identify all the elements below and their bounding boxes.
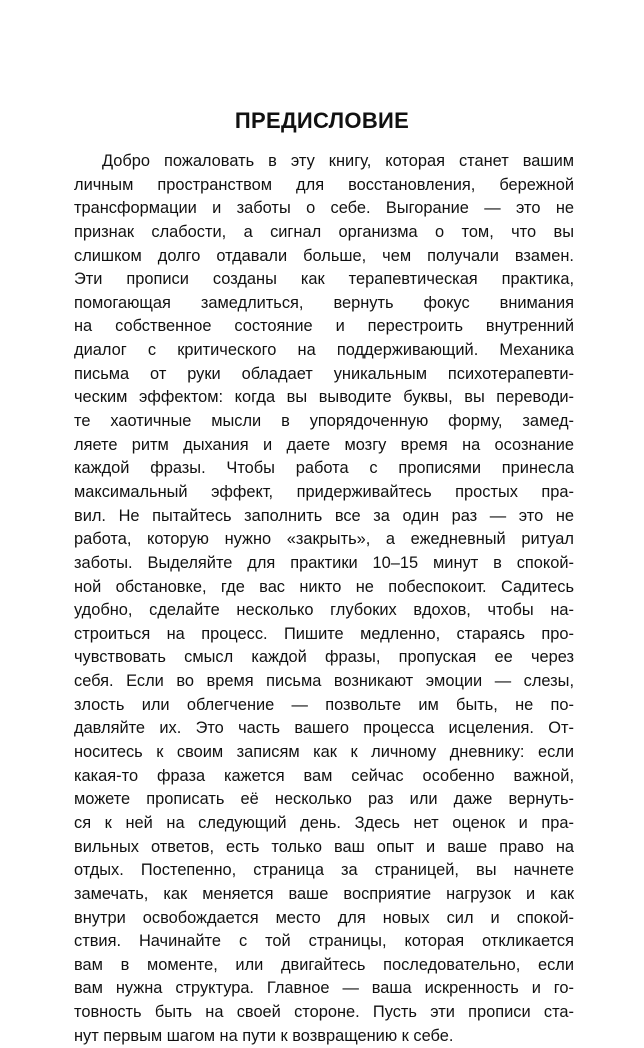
text-line: внутри освобождается место для новых сил и спокой- xyxy=(74,908,574,927)
text-line: ствия. Начинайте с той страницы, которая откликается xyxy=(74,932,574,951)
text-line: письма от руки обладает уникальным психотерапевти- xyxy=(74,364,574,383)
text-line: отдых. Постепенно, страница за страницей, вы начнете xyxy=(74,861,574,880)
text-line: на собственное состояние и перестроить внутренний xyxy=(74,317,574,336)
text-line: слишком долго отдавали больше, чем получали взамен. xyxy=(74,246,574,265)
text-line: ной обстановке, где вас никто не побеспокоит. Садитесь xyxy=(74,577,574,596)
text-line: Эти прописи созданы как терапевтическая практика, xyxy=(74,270,574,289)
text-line: каждой фразы. Чтобы работа с прописями принесла xyxy=(74,459,574,478)
text-line: вильных ответов, есть только ваш опыт и ваше право на xyxy=(74,837,574,856)
text-line: заботы. Выделяйте для практики 10–15 минут в спокой- xyxy=(74,553,574,572)
text-line: те хаотичные мысли в упорядоченную форму, замед- xyxy=(74,412,574,431)
text-line: помогающая замедлиться, вернуть фокус внимания xyxy=(74,293,574,312)
text-line: диалог с критического на поддерживающий. Механика xyxy=(74,341,574,360)
text-line: себя. Если во время письма возникают эмоции — слезы, xyxy=(74,672,574,691)
text-line: строиться на процесс. Пишите медленно, стараясь про- xyxy=(74,624,574,643)
text-line: максимальный эффект, придерживайтесь простых пра- xyxy=(74,482,574,501)
text-line: давляйте их. Это часть вашего процесса исцеления. От- xyxy=(74,719,574,738)
text-line: ческим эффектом: когда вы выводите буквы, вы переводи- xyxy=(74,388,574,407)
preface-text xyxy=(74,150,574,1048)
text-line: личным пространством для восстановления, бережной xyxy=(74,175,574,194)
text-line: вам нужна структура. Главное — ваша искренность и го- xyxy=(74,979,574,998)
text-line: замечать, как меняется ваше восприятие нагрузок и как xyxy=(74,884,574,903)
text-line: ся к ней на следующий день. Здесь нет оценок и пра- xyxy=(74,813,574,832)
text-line: злость или облегчение — позвольте им быть, не по- xyxy=(74,695,574,714)
text-line: вил. Не пытайтесь заполнить все за один раз — это не xyxy=(74,506,574,525)
text-line: признак слабости, а сигнал организма о том, что вы xyxy=(74,222,574,241)
text-line: Добро пожаловать в эту книгу, которая станет вашим xyxy=(102,152,574,170)
text-line: чувствовать смысл каждой фразы, пропуская ее через xyxy=(74,648,574,667)
text-line: вам в моменте, или двигайтесь последовательно, если xyxy=(74,955,574,974)
text-line: удобно, сделайте несколько глубоких вдохов, чтобы на- xyxy=(74,601,574,620)
text-line: нут первым шагом на пути к возвращению к себе. xyxy=(74,1026,454,1045)
text-line: товность быть на своей стороне. Пусть эти прописи ста- xyxy=(74,1003,574,1022)
text-line: работа, которую нужно «закрыть», а ежедневный ритуал xyxy=(74,530,574,549)
text-line: ляете ритм дыхания и даете мозгу время на осознание xyxy=(74,435,574,454)
text-line: носитесь к своим записям как к личному дневнику: если xyxy=(74,743,574,762)
page-title: ПРЕДИСЛОВИЕ xyxy=(234,108,410,133)
text-line: какая-то фраза кажется вам сейчас особенно важной, xyxy=(74,766,574,785)
text-line: трансформации и заботы о себе. Выгорание — это не xyxy=(74,199,574,218)
text-line: можете прописать её несколько раз или даже вернуть- xyxy=(74,790,574,809)
